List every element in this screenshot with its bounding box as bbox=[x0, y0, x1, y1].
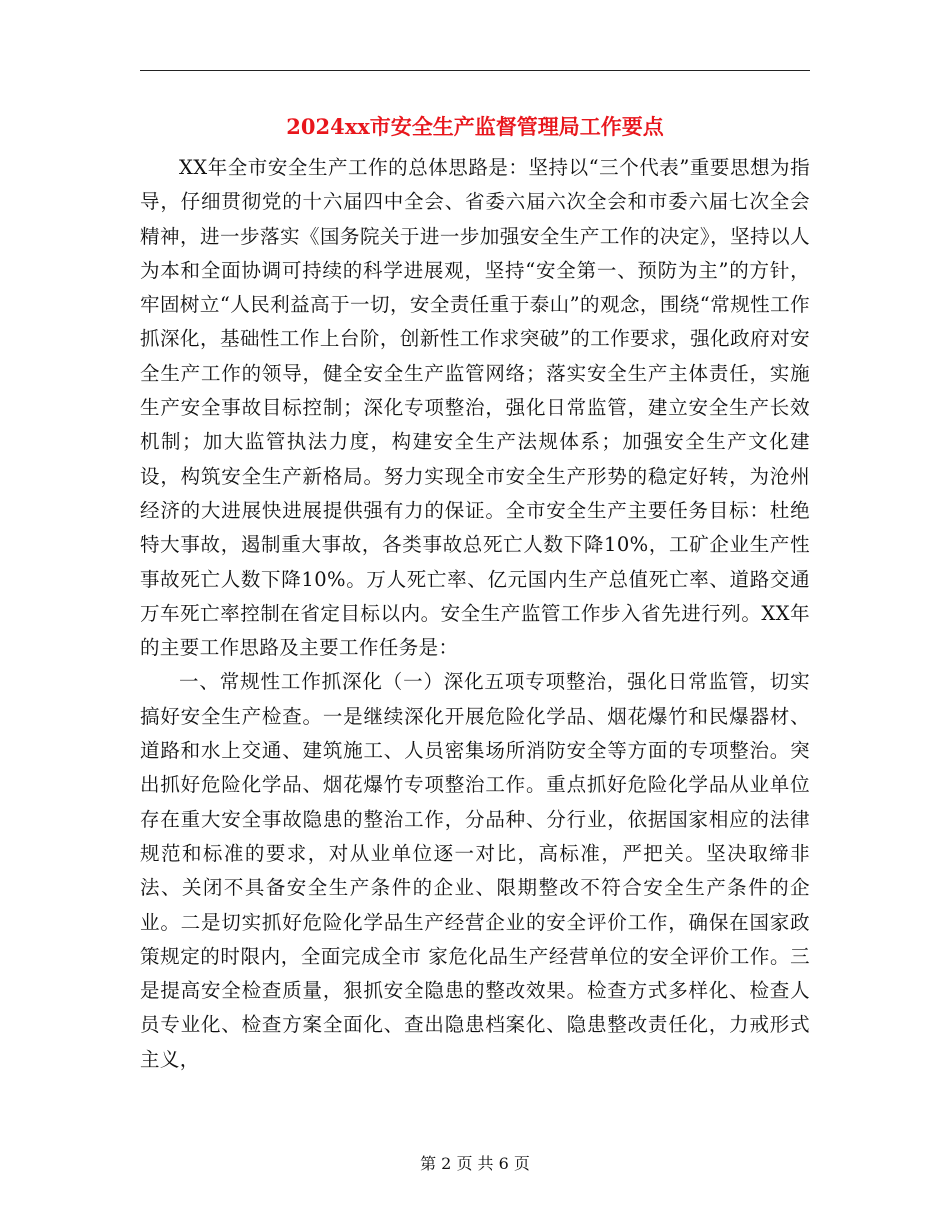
document-body bbox=[140, 151, 810, 1077]
paragraph-overview: XX年全市安全生产工作的总体思路是：坚持以“三个代表”重要思想为指导，仔细贯彻党的十六届四中全会、省委六届六次全会和市委六届七次全会精神，进一步落实《国务院关于进一步加强安全生产工作的决定》，坚持以人为本和全面协调可持续的科学进展观，坚持“安全第一、预防为主”的方针，牢固树立“人民利益高于一切，安全责任重于泰山”的观念，围绕“常规性工作抓深化，基础性工作上台阶，创新性工作求突破”的工作要求，强化政府对安全生产工作的领导，健全安全生产监管网络；落实安全生产主体责任，实施生产安全事故目标控制；深化专项整治，强化日常监管，建立安全生产长效机制；加大监管执法力度，构建安全生产法规体系；加强安全生产文化建设，构筑安全生产新格局。努力实现全市安全生产形势的稳定好转，为沧州经济的大进展快进展提供强有力的保证。全市安全生产主要任务目标：杜绝特大事故，遏制重大事故，各类事故总死亡人数下降10%，工矿企业生产性事故死亡人数下降10%。万人死亡率、亿元国内生产总值死亡率、道路交通万车死亡率控制在省定目标以内。安全生产监管工作步入省先进行列。XX年的主要工作思路及主要工作任务是： bbox=[140, 156, 810, 660]
document-title: 2024xx市安全生产监督管理局工作要点 bbox=[286, 114, 664, 139]
page-number: 第 2 页 共 6 页 bbox=[420, 1154, 530, 1173]
paragraph-routine-work: 一、常规性工作抓深化（一）深化五项专项整治，强化日常监管，切实搞好安全生产检查。一是继续深化开展危险化学品、烟花爆竹和民爆器材、道路和水上交通、建筑施工、人员密集场所消防安全等方面的专项整治。突出抓好危险化学品、烟花爆竹专项整治工作。重点抓好危险化学品从业单位存在重大安全事故隐患的整治工作，分品种、分行业，依据国家相应的法律规范和标准的要求，对从业单位逐一对比，高标准，严把关。坚决取缔非法、关闭不具备安全生产条件的企业、限期整改不符合安全生产条件的企业。二是切实抓好危险化学品生产经营企业的安全评价工作，确保在国家政策规定的时限内，全面完成全市 家危化品生产经营单位的安全评价工作。三是提高安全检查质量，狠抓安全隐患的整改效果。检查方式多样化、检查人员专业化、检查方案全面化、查出隐患档案化、隐患整改责任化，力戒形式主义， bbox=[140, 670, 810, 1071]
header-rule bbox=[140, 70, 810, 71]
